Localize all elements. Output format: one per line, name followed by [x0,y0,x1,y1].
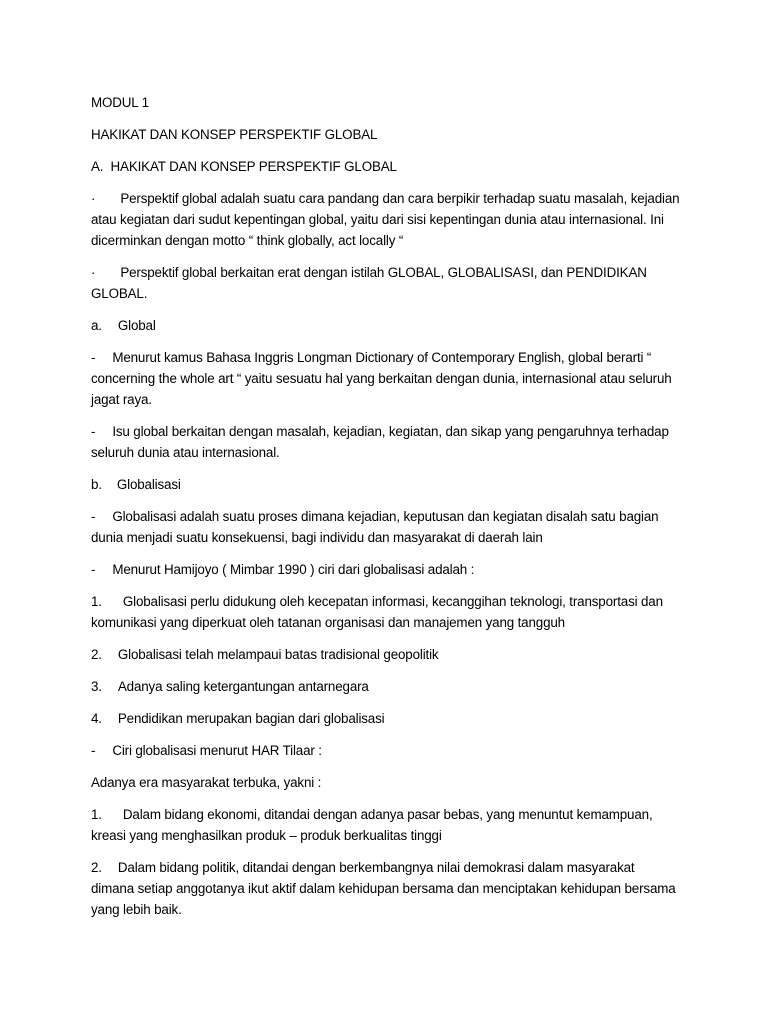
subsection-b-heading [91,474,681,495]
section-a-text: HAKIKAT DAN KONSEP PERSPEKTIF GLOBAL [110,159,397,174]
document-body [91,92,681,931]
document-title: HAKIKAT DAN KONSEP PERSPEKTIF GLOBAL [91,127,378,142]
bullet-item-1 [91,188,681,251]
numbered-item-4 [91,708,681,729]
subsection-marker: a. [91,318,102,333]
numbered-text: Globalisasi telah melampaui batas tradisional geopolitik [117,647,439,662]
dash-item-3 [91,506,681,548]
subsection-text: Globalisasi [116,477,181,492]
plain-paragraph: Adanya era masyarakat terbuka, yakni : [91,775,322,790]
numbered-item-6 [91,857,681,920]
dash-item-4 [91,559,681,580]
dash-text: Globalisasi adalah suatu proses dimana kejadian, keputusan dan kegiatan disalah satu bagian dunia menjadi suatu konsekuensi, bagi individu dan masyarakat di daerah lain [91,509,659,545]
numbered-text: Dalam bidang ekonomi, ditandai dengan adanya pasar bebas, yang menuntut kemampuan, kreasi yang menghasilkan produk – produk berkualitas tinggi [91,807,653,843]
numbered-text: Pendidikan merupakan bagian dari globalisasi [117,711,385,726]
dash-text: Menurut kamus Bahasa Inggris Longman Dictionary of Contemporary English, global berarti “ concerning the whole art “ yaitu sesuatu hal yang berkaitan dengan dunia, internasional atau seluruh jagat raya. [91,350,672,407]
dash-item-5 [91,740,681,761]
numbered-item-5 [91,804,681,846]
subsection-a-heading [91,315,681,336]
section-a-heading [91,156,681,177]
dash-item-2 [91,421,681,463]
dash-item-1 [91,347,681,410]
bullet-item-2 [91,262,681,304]
dash-text: Menurut Hamijoyo ( Mimbar 1990 ) ciri dari globalisasi adalah : [112,562,475,577]
dash-text: Ciri globalisasi menurut HAR Tilaar : [112,743,322,758]
number-marker: 4. [91,711,102,726]
numbered-item-1 [91,591,681,633]
dash-marker: - [91,350,96,365]
dash-marker: - [91,562,96,577]
bullet-text: Perspektif global adalah suatu cara pandang dan cara berpikir terhadap suatu masalah, kejadian atau kegiatan dari sudut kepentingan global, yaitu dari sisi kepentingan dunia atau internasional. Ini dicerminkan dengan motto “ think globally, act locally “ [91,191,680,248]
bullet-marker: · [91,191,96,206]
number-marker: 1. [91,807,102,822]
number-marker: 1. [91,594,102,609]
numbered-text: Globalisasi perlu didukung oleh kecepatan informasi, kecanggihan teknologi, transportasi dan komunikasi yang diperkuat oleh tatanan organisasi dan manajemen yang tangguh [91,594,663,630]
subsection-marker: b. [91,477,102,492]
numbered-text: Dalam bidang politik, ditandai dengan berkembangnya nilai demokrasi dalam masyarakat dimana setiap anggotanya ikut aktif dalam kehidupan bersama dan menciptakan kehidupan bersama yang lebih baik. [91,860,676,917]
dash-marker: - [91,743,96,758]
dash-marker: - [91,509,96,524]
bullet-text: Perspektif global berkaitan erat dengan istilah GLOBAL, GLOBALISASI, dan PENDIDIKAN GLOBAL. [91,265,647,301]
number-marker: 2. [91,647,102,662]
dash-text: Isu global berkaitan dengan masalah, kejadian, kegiatan, dan sikap yang pengaruhnya terhadap seluruh dunia atau internasional. [91,424,669,460]
numbered-text: Adanya saling ketergantungan antarnegara [117,679,369,694]
number-marker: 2. [91,860,102,875]
dash-marker: - [91,424,96,439]
bullet-marker: · [91,265,96,280]
number-marker: 3. [91,679,102,694]
subsection-text: Global [117,318,156,333]
module-heading: MODUL 1 [91,95,149,110]
numbered-item-3 [91,676,681,697]
section-a-marker: A. [91,159,104,174]
numbered-item-2 [91,644,681,665]
